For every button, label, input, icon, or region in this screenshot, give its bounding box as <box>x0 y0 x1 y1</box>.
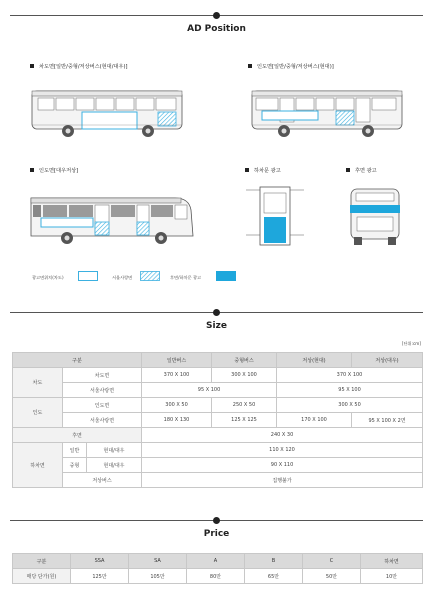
table-row <box>13 368 423 383</box>
table-header-row <box>13 353 423 368</box>
header-cell: 일반버스 <box>142 353 212 368</box>
row-group-label: 후면 <box>13 428 142 443</box>
table-row <box>13 458 423 473</box>
row-label: 중형 <box>63 458 87 473</box>
caption-indo-daewoo <box>30 167 78 174</box>
table-cell: 50만 <box>303 569 361 584</box>
table-cell: 95 X 100 <box>142 383 277 398</box>
table-cell: 105만 <box>129 569 187 584</box>
caption-door <box>245 167 281 174</box>
table-cell: 95 X 100 <box>277 383 423 398</box>
table-header-row <box>13 554 423 569</box>
price-table <box>12 553 423 584</box>
divider-dot <box>213 12 220 19</box>
table-cell: 370 X 100 <box>142 368 212 383</box>
size-table <box>12 352 423 488</box>
caption-indo <box>248 63 334 70</box>
header-cell: C <box>303 554 361 569</box>
header-cell: SSA <box>71 554 129 569</box>
header-cell: 저상(대우) <box>352 353 423 368</box>
row-label: 현대/대우 <box>87 443 142 458</box>
caption-text: 인도면[대우저상] <box>39 168 79 174</box>
row-label: 매당 단가(원) <box>13 569 71 584</box>
table-cell: 90 X 110 <box>142 458 423 473</box>
ad-position-header <box>0 10 433 40</box>
bullet-square-icon <box>245 168 249 172</box>
bus-sidewalk-side-figure <box>248 85 408 140</box>
row-group-label: 차도 <box>13 368 63 398</box>
row-group-label: 하차면 <box>13 443 63 488</box>
caption-chado <box>30 63 128 70</box>
table-cell: 125 X 125 <box>212 413 277 428</box>
table-cell: 170 X 100 <box>277 413 352 428</box>
section-title: AD Position <box>187 24 246 34</box>
row-label: 인도면 <box>63 398 142 413</box>
table-row <box>13 413 423 428</box>
bullet-square-icon <box>248 64 252 68</box>
header-cell: 저상(현대) <box>277 353 352 368</box>
divider-dot <box>213 309 220 316</box>
row-label: 저상버스 <box>63 473 142 488</box>
caption-text: 차도면[일반/중형/저상버스(현대/대우)] <box>39 64 128 70</box>
legend-outline-label: 광고면위치(차도) <box>32 275 64 280</box>
caption-rear <box>346 167 377 174</box>
section-title: Price <box>203 529 230 539</box>
caption-text: 하차문 광고 <box>254 168 281 174</box>
bus-rear-ad-figure <box>345 185 405 250</box>
caption-text: 인도면[일반/중형/저상버스(현대)] <box>257 64 334 70</box>
price-header <box>0 515 433 545</box>
bullet-square-icon <box>30 64 34 68</box>
table-cell: 300 X 50 <box>142 398 212 413</box>
bus-street-side-figure <box>30 85 190 140</box>
header-cell: SA <box>129 554 187 569</box>
header-cell: 구분 <box>13 554 71 569</box>
table-cell: 95 X 100 X 2면 <box>352 413 423 428</box>
legend-hatched-swatch <box>140 271 160 281</box>
section-title: Size <box>206 321 227 331</box>
table-cell: 240 X 30 <box>142 428 423 443</box>
table-cell: 250 X 50 <box>212 398 277 413</box>
row-label: 일반 <box>63 443 87 458</box>
legend-filled-label: 후면/하차문 광고 <box>170 275 202 280</box>
bus-daewoo-sidewalk-figure <box>25 188 200 248</box>
table-cell: 300 X 100 <box>212 368 277 383</box>
divider-dot <box>213 517 220 524</box>
table-cell: 80만 <box>187 569 245 584</box>
table-row <box>13 383 423 398</box>
bullet-square-icon <box>346 168 350 172</box>
table-row <box>13 569 423 584</box>
table-cell: 10만 <box>361 569 423 584</box>
bus-door-ad-figure <box>246 185 304 250</box>
size-header <box>0 307 433 337</box>
row-label: 서울사랑면 <box>63 413 142 428</box>
table-cell: 집행불가 <box>142 473 423 488</box>
table-cell: 125만 <box>71 569 129 584</box>
header-cell: 구분 <box>13 353 142 368</box>
table-row <box>13 398 423 413</box>
row-label: 서울사랑면 <box>63 383 142 398</box>
table-cell: 300 X 50 <box>277 398 423 413</box>
header-cell: 하차면 <box>361 554 423 569</box>
header-cell: 중형버스 <box>212 353 277 368</box>
row-label: 차도면 <box>63 368 142 383</box>
table-cell: 180 X 130 <box>142 413 212 428</box>
legend-filled-swatch <box>216 271 236 281</box>
header-cell: A <box>187 554 245 569</box>
table-cell: 370 X 100 <box>277 368 423 383</box>
row-label: 현대/대우 <box>87 458 142 473</box>
table-row <box>13 428 423 443</box>
legend-hatched-label: 서울사랑면 <box>112 275 133 280</box>
bullet-square-icon <box>30 168 34 172</box>
unit-label: [단위:cm] <box>401 341 421 346</box>
legend-outline-swatch <box>78 271 98 281</box>
table-row <box>13 443 423 458</box>
row-group-label: 인도 <box>13 398 63 428</box>
table-row <box>13 473 423 488</box>
table-cell: 110 X 120 <box>142 443 423 458</box>
caption-text: 후면 광고 <box>355 168 377 174</box>
header-cell: B <box>245 554 303 569</box>
table-cell: 65만 <box>245 569 303 584</box>
